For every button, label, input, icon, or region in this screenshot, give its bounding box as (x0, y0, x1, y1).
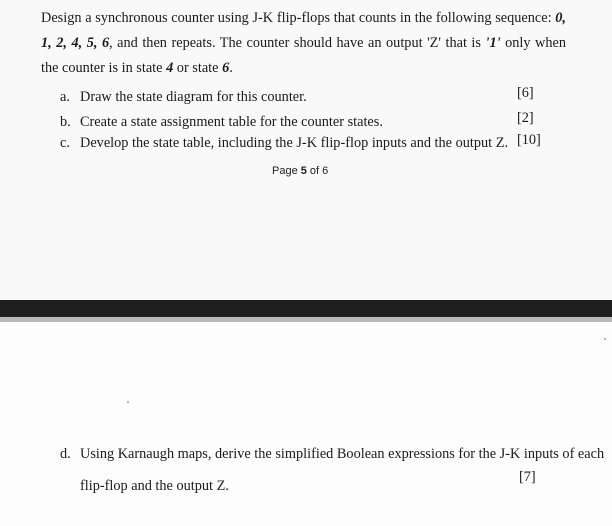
marks-d: [7] (519, 469, 536, 485)
question-stem (41, 6, 566, 81)
state-value: 4 (166, 60, 174, 76)
output-value: '1' (485, 35, 501, 51)
state-value: 6 (222, 60, 230, 76)
page-number-total: 6 (322, 165, 329, 177)
sub-question-text: Create a state assignment table for the counter states. (80, 114, 383, 130)
stem-text: , and then repeats. The counter should have an output 'Z' that is (109, 35, 486, 51)
stem-text: or state (173, 60, 223, 76)
sub-question-letter: c. (60, 135, 70, 151)
page-break-bar (0, 300, 612, 317)
stem-text: only when the counter is in state (41, 35, 566, 76)
scan-speck (604, 338, 606, 340)
stem-text: Design a synchronous counter using J-K flip-flops that counts in the following sequence: (41, 10, 556, 26)
count-sequence: 0, 1, 2, 4, 5, 6 (41, 10, 566, 51)
sub-question-d (60, 446, 604, 463)
sub-question-b (60, 114, 383, 131)
page-number-current: 5 (300, 165, 307, 177)
sub-question-text: Draw the state diagram for this counter. (80, 89, 307, 105)
page-number-text: of (306, 165, 323, 177)
sub-question-letter: d. (60, 446, 71, 462)
scan-speck (127, 401, 129, 403)
marks-a: [6] (517, 85, 534, 101)
page-number (272, 165, 328, 177)
marks-c: [10] (517, 132, 541, 148)
sub-question-letter: b. (60, 114, 71, 130)
sub-question-c (60, 135, 508, 152)
sub-question-letter: a. (60, 89, 70, 105)
marks-b: [2] (517, 110, 534, 126)
page-number-text: Page (272, 165, 301, 177)
stem-text: . (229, 60, 233, 76)
sub-question-d-line2: flip-flop and the output Z. (80, 478, 229, 494)
sub-question-a (60, 89, 307, 106)
sub-question-text: Using Karnaugh maps, derive the simplified Boolean expressions for the J-K inputs of each (80, 446, 605, 462)
page-6-top (0, 322, 612, 526)
sub-question-text: Develop the state table, including the J-K flip-flop inputs and the output Z. (80, 135, 509, 151)
